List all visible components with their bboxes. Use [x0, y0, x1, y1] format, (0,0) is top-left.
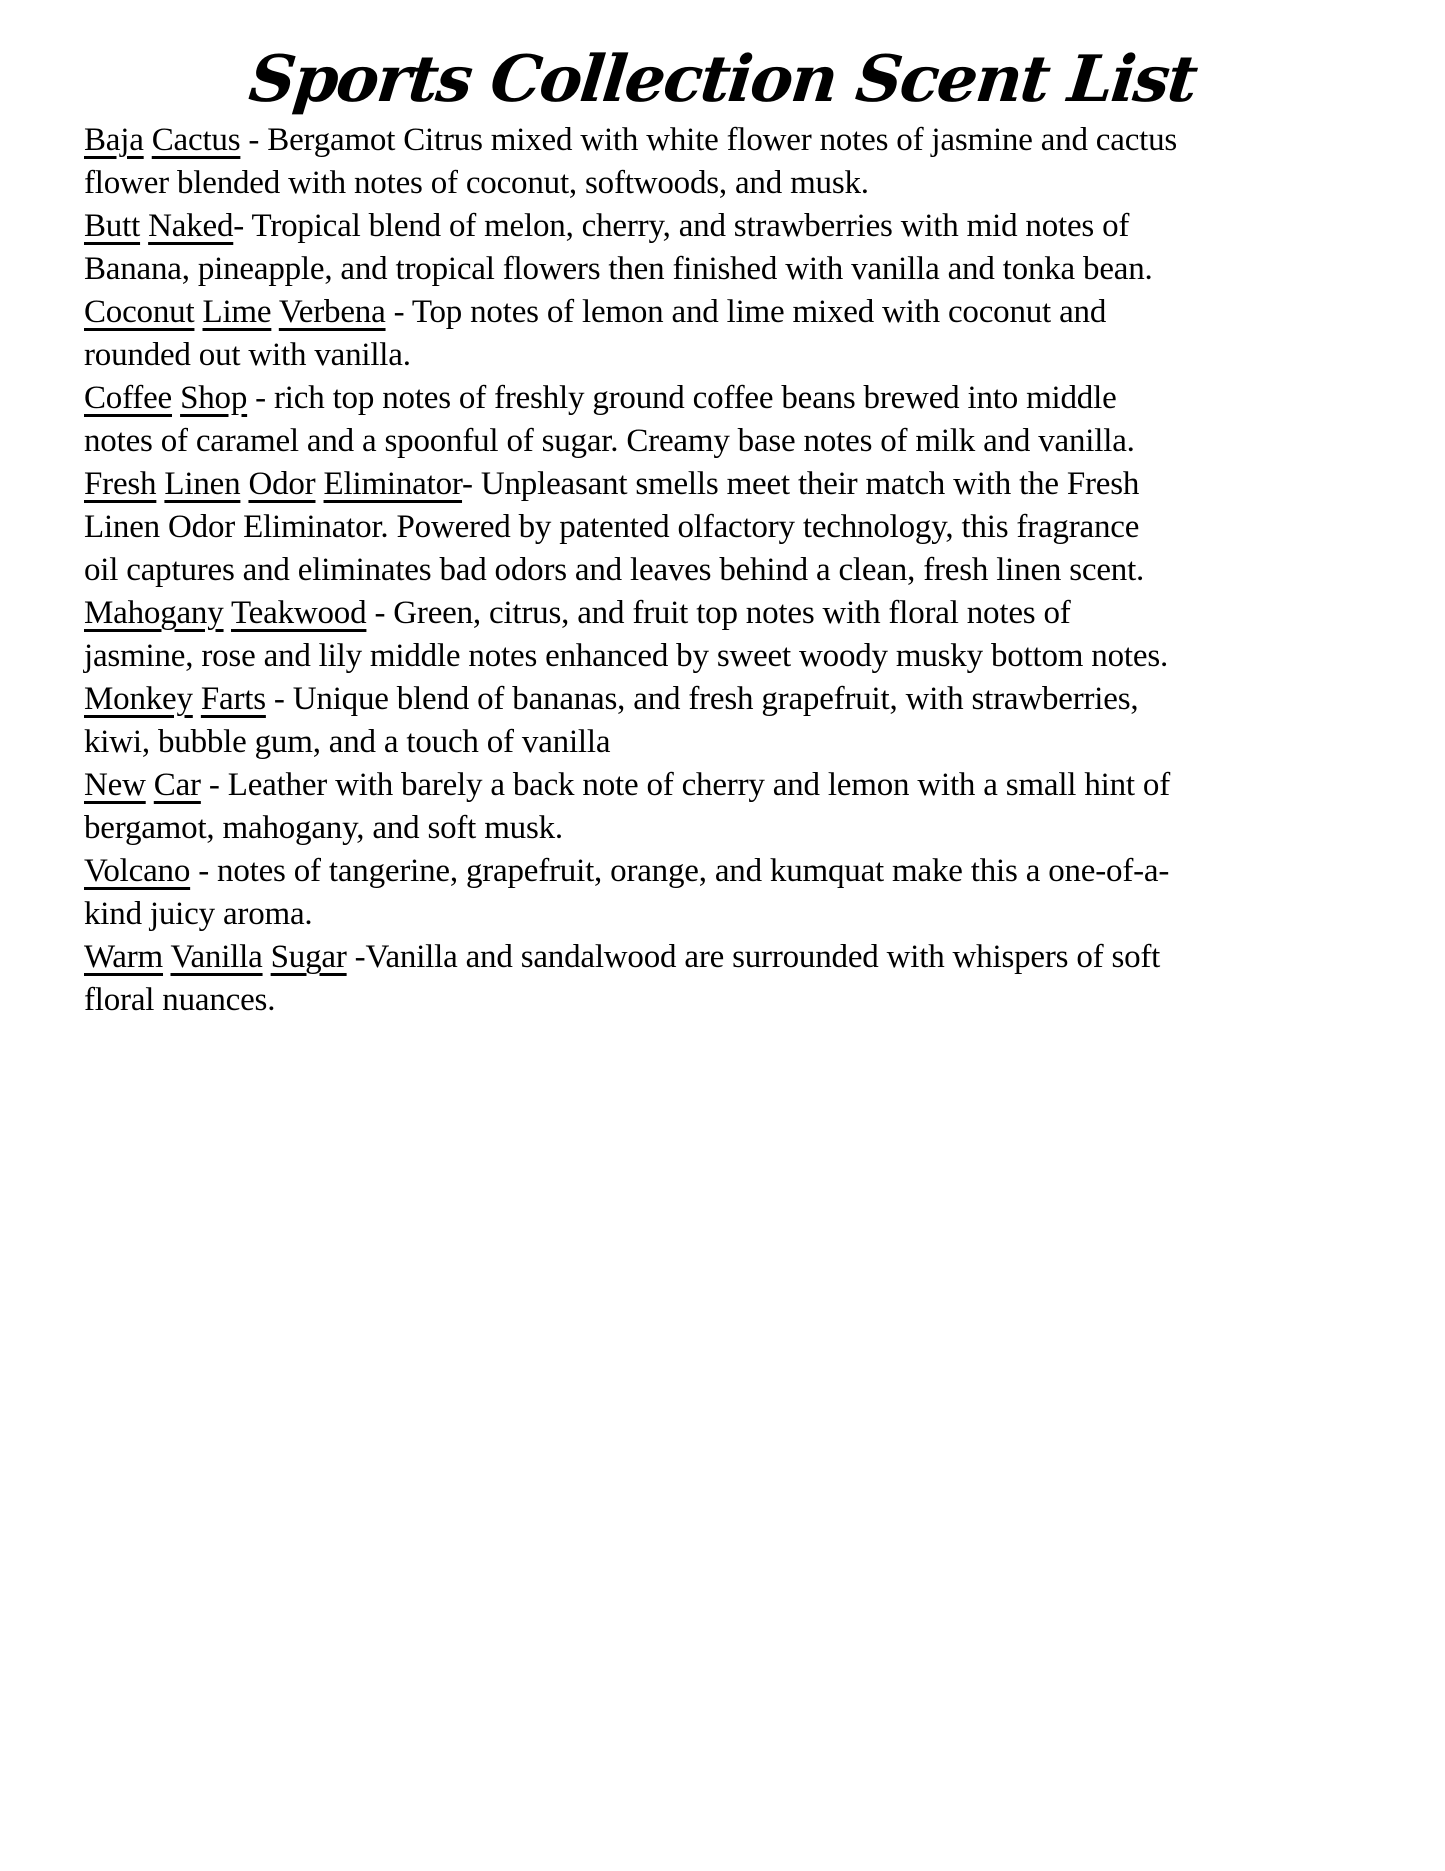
scent-name: Monkey Farts: [84, 681, 266, 718]
scent-list: [84, 119, 1186, 1022]
scent-entry: [84, 463, 1179, 592]
scent-name: Fresh Linen Odor Eliminator: [84, 466, 463, 503]
scent-separator: -: [240, 122, 268, 159]
scent-entry: [84, 291, 1179, 377]
scent-entry: [84, 850, 1179, 936]
scent-name: Coffee Shop: [84, 380, 248, 417]
scent-name: Warm Vanilla Sugar: [84, 939, 347, 976]
scent-separator: -: [247, 380, 275, 417]
scent-separator: -: [385, 294, 412, 331]
scent-description: notes of tangerine, grapefruit, orange, and kumquat make this a one-of-a-kind juicy aroma.: [84, 853, 1170, 933]
scent-separator: -: [462, 466, 481, 503]
scent-description: Unpleasant smells meet their match with the Fresh Linen Odor Eliminator. Powered by patented olfactory technology, this fragrance oil captures and eliminates bad odors and leaves behind a clean, fresh linen scent.: [84, 466, 1148, 589]
scent-separator: -: [346, 939, 366, 976]
scent-description: Vanilla and sandalwood are surrounded with whispers of soft floral nuances.: [84, 939, 1169, 1019]
scent-entry: [84, 377, 1179, 463]
scent-entry: [84, 936, 1179, 1022]
scent-description: Tropical blend of melon, cherry, and strawberries with mid notes of Banana, pineapple, and tropical flowers then finished with vanilla and tonka bean.: [84, 208, 1153, 288]
scent-entry: [84, 119, 1186, 205]
scent-entry: [84, 678, 1179, 764]
scent-separator: -: [265, 681, 293, 718]
scent-name: Baja Cactus: [84, 122, 241, 159]
scent-description: Leather with barely a back note of cherry and lemon with a small hint of bergamot, mahogany, and soft musk.: [84, 767, 1179, 847]
scent-name: New Car: [84, 767, 201, 804]
scent-description: Top notes of lemon and lime mixed with coconut and rounded out with vanilla.: [84, 294, 1115, 374]
scent-description: Unique blend of bananas, and fresh grapefruit, with strawberries, kiwi, bubble gum, and a touch of vanilla: [84, 681, 1147, 761]
scent-description: Bergamot Citrus mixed with white flower notes of jasmine and cactus flower blended with notes of coconut, softwoods, and musk.: [84, 122, 1186, 202]
scent-name: Mahogany Teakwood: [84, 595, 367, 632]
scent-description: rich top notes of freshly ground coffee beans brewed into middle notes of caramel and a spoonful of sugar. Creamy base notes of milk and vanilla.: [84, 380, 1135, 460]
scent-separator: -: [233, 208, 252, 245]
scent-description: Green, citrus, and fruit top notes with floral notes of jasmine, rose and lily middle notes enhanced by sweet woody musky bottom notes.: [84, 595, 1169, 675]
scent-name: Butt Naked: [84, 208, 234, 245]
scent-entry: [84, 764, 1179, 850]
scent-name: Coconut Lime Verbena: [84, 294, 386, 331]
scent-entry: [84, 592, 1179, 678]
scent-entry: [84, 205, 1179, 291]
scent-name: Volcano: [84, 853, 191, 890]
scent-separator: -: [190, 853, 218, 890]
page-title: Sports Collection Scent List: [245, 42, 1200, 117]
scent-separator: -: [366, 595, 394, 632]
scent-separator: -: [200, 767, 228, 804]
